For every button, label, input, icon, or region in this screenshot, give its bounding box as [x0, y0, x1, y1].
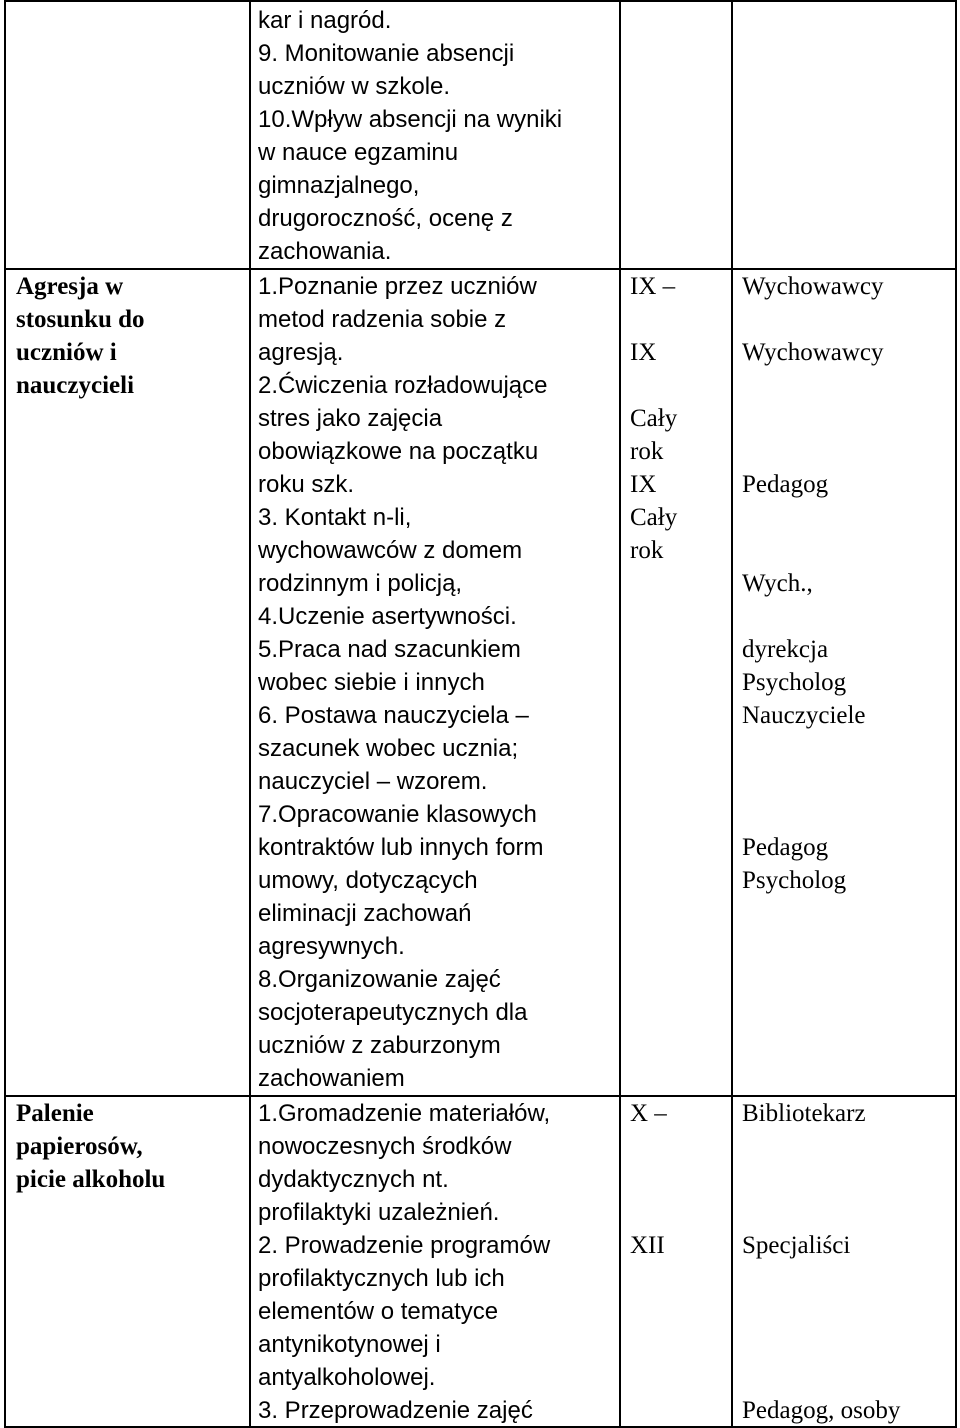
topic-line: picie alkoholu — [16, 1166, 166, 1193]
responsible-line — [742, 1196, 900, 1229]
responsible-line — [742, 501, 884, 534]
responsible-line — [742, 1130, 900, 1163]
task-line: zachowaniem — [258, 1065, 405, 1092]
responsible-line: Wychowawcy — [742, 339, 884, 366]
responsible-line — [742, 1328, 900, 1361]
row-1-topic — [16, 270, 145, 402]
term-line: X – — [630, 1100, 667, 1127]
task-line: 3. Kontakt n-li, — [258, 504, 412, 531]
responsible-line: dyrekcja — [742, 636, 829, 663]
task-line: 10.Wpływ absencji na wyniki — [258, 106, 563, 133]
row-2-tasks — [258, 1097, 550, 1427]
responsible-line — [742, 534, 884, 567]
responsible-line — [742, 369, 884, 402]
responsible-line — [742, 1361, 900, 1394]
responsible-line: Specjaliści — [742, 1232, 851, 1259]
term-line: IX – — [630, 273, 676, 300]
responsible-line — [742, 402, 884, 435]
task-line: 9. Monitowanie absencji — [258, 40, 515, 67]
task-line: 1.Poznanie przez uczniów — [258, 273, 537, 300]
responsible-line: Psycholog — [742, 669, 847, 696]
task-line: drugoroczność, ocenę z — [258, 205, 513, 232]
task-line: 7.Opracowanie klasowych — [258, 801, 537, 828]
term-line — [630, 303, 677, 336]
row-1-responsible — [742, 270, 884, 897]
task-line: wychowawców z domem — [258, 537, 523, 564]
row-1-terms — [630, 270, 677, 567]
term-line — [630, 1196, 667, 1229]
responsible-line: Nauczyciele — [742, 702, 866, 729]
topic-line: Agresja w — [16, 273, 124, 300]
responsible-line: Psycholog — [742, 867, 847, 894]
responsible-line — [742, 765, 884, 798]
table-divider-topic-tasks — [249, 0, 251, 1428]
term-line: rok — [630, 438, 664, 465]
topic-line: nauczycieli — [16, 372, 135, 399]
responsible-line: Pedagog, osoby — [742, 1397, 901, 1424]
task-line: wobec siebie i innych — [258, 669, 485, 696]
task-line: szacunek wobec ucznia; — [258, 735, 519, 762]
task-line: agresywnych. — [258, 933, 405, 960]
topic-line: papierosów, — [16, 1133, 143, 1160]
task-line: uczniów w szkole. — [258, 73, 451, 100]
task-line: antynikotynowej i — [258, 1331, 441, 1358]
task-line: gimnazjalnego, — [258, 172, 420, 199]
task-line: profilaktyki uzależnień. — [258, 1199, 500, 1226]
task-line: uczniów z zaburzonym — [258, 1032, 501, 1059]
term-line — [630, 1163, 667, 1196]
task-line: 2. Prowadzenie programów — [258, 1232, 551, 1259]
term-line — [630, 1130, 667, 1163]
responsible-line — [742, 732, 884, 765]
term-line: rok — [630, 537, 664, 564]
task-line: 8.Organizowanie zajęć — [258, 966, 501, 993]
task-line: roku szk. — [258, 471, 355, 498]
task-line: 3. Przeprowadzenie zajęć — [258, 1397, 533, 1424]
task-line: rodzinnym i policją, — [258, 570, 463, 597]
responsible-line: Pedagog — [742, 471, 829, 498]
table-divider-tasks-terms — [619, 0, 621, 1428]
task-line: 1.Gromadzenie materiałów, — [258, 1100, 551, 1127]
task-line: socjoterapeutycznych dla — [258, 999, 528, 1026]
task-line: eliminacji zachowań — [258, 900, 472, 927]
responsible-line — [742, 798, 884, 831]
task-line: kontraktów lub innych form — [258, 834, 544, 861]
row-0-tasks — [258, 4, 562, 268]
task-line: obowiązkowe na początku — [258, 438, 539, 465]
term-line: IX — [630, 471, 657, 498]
task-line: elementów o tematyce — [258, 1298, 499, 1325]
topic-line: stosunku do — [16, 306, 145, 333]
topic-line: uczniów i — [16, 339, 117, 366]
task-line: profilaktycznych lub ich — [258, 1265, 505, 1292]
term-line — [630, 369, 677, 402]
row-2-responsible — [742, 1097, 900, 1427]
responsible-line: Pedagog — [742, 834, 829, 861]
term-line: Cały — [630, 405, 678, 432]
term-line: Cały — [630, 504, 678, 531]
topic-line: Palenie — [16, 1100, 94, 1127]
term-line: IX — [630, 339, 657, 366]
task-line: antyalkoholowej. — [258, 1364, 436, 1391]
row-2-terms — [630, 1097, 667, 1262]
responsible-line — [742, 1262, 900, 1295]
responsible-line — [742, 435, 884, 468]
table-divider-terms-responsible — [731, 0, 733, 1428]
task-line: kar i nagród. — [258, 7, 392, 34]
task-line: zachowania. — [258, 238, 392, 265]
task-line: nowoczesnych środków — [258, 1133, 512, 1160]
responsible-line — [742, 303, 884, 336]
task-line: stres jako zajęcia — [258, 405, 443, 432]
task-line: dydaktycznych nt. — [258, 1166, 449, 1193]
task-line: 5.Praca nad szacunkiem — [258, 636, 521, 663]
task-line: 4.Uczenie asertywności. — [258, 603, 517, 630]
row-2-topic — [16, 1097, 165, 1196]
table-border-top — [4, 0, 957, 2]
row-1-tasks — [258, 270, 547, 1095]
responsible-line — [742, 1163, 900, 1196]
table-border-left — [4, 0, 6, 1428]
responsible-line — [742, 600, 884, 633]
table-border-right — [955, 0, 957, 1428]
task-line: w nauce egzaminu — [258, 139, 459, 166]
task-line: nauczyciel – wzorem. — [258, 768, 488, 795]
task-line: 2.Ćwiczenia rozładowujące — [258, 372, 548, 399]
task-line: umowy, dotyczących — [258, 867, 478, 894]
responsible-line: Wychowawcy — [742, 273, 884, 300]
task-line: agresją. — [258, 339, 344, 366]
responsible-line: Wych., — [742, 570, 813, 597]
responsible-line — [742, 1295, 900, 1328]
task-line: metod radzenia sobie z — [258, 306, 507, 333]
responsible-line: Bibliotekarz — [742, 1100, 866, 1127]
term-line: XII — [630, 1232, 665, 1259]
task-line: 6. Postawa nauczyciela – — [258, 702, 529, 729]
